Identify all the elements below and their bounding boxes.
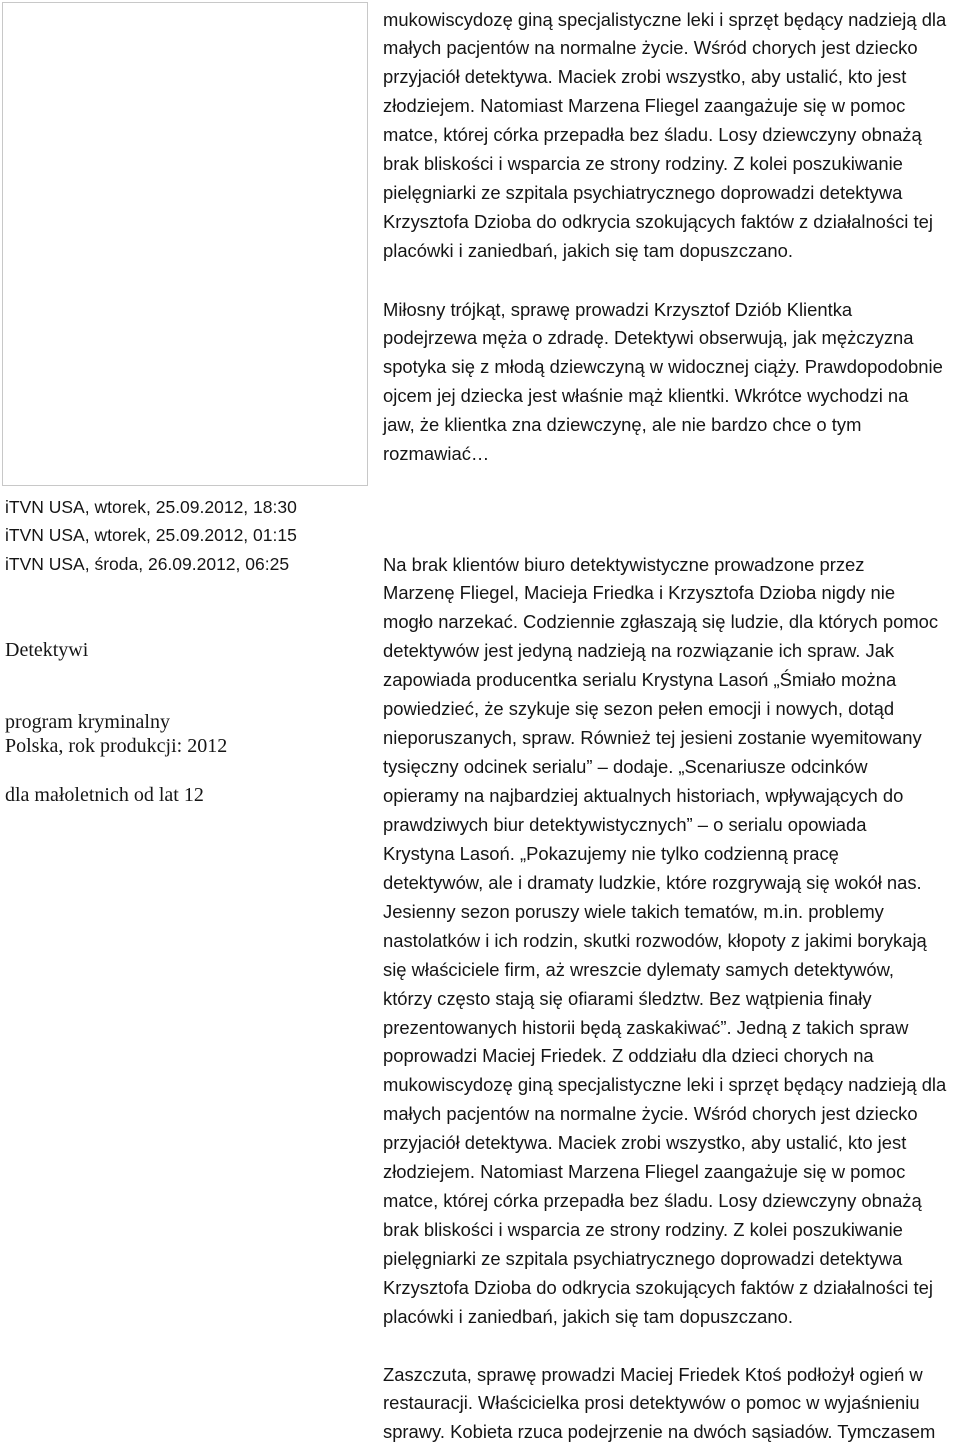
text-line: placówki i zaniedbań, jakich się tam dopuszczano. — [383, 1305, 793, 1327]
text-line: Krzysztofa Dzioba do odkrycia szokujących faktów z działalności tej — [383, 211, 933, 233]
show-age-rating: dla małoletnich od lat 12 — [5, 784, 204, 806]
text-line: się właściciele firm, aż wreszcie dylematy samych detektywów, — [383, 958, 895, 980]
text-line: przyjaciół detektywa. Maciek zrobi wszystko, aby ustalić, kto jest — [383, 66, 907, 88]
text-line: małych pacjentów na normalne życie. Wśród chorych jest dziecko — [383, 37, 918, 59]
text-line: nieporuszanych, spraw. Również tej jesieni zostanie wyemitowany — [383, 727, 922, 749]
text-line: ojcem jej dziecka jest właśnie mąż klientki. Wkrótce wychodzi na — [383, 385, 909, 407]
broadcast-time: iTVN USA, wtorek, 25.09.2012, 18:30 — [5, 496, 297, 517]
text-line: Krystyna Lasoń. „Pokazujemy nie tylko codzienną pracę — [383, 842, 839, 864]
text-line: prezentowanych historii będą zaskakiwać”. Jedną z takich spraw — [383, 1016, 909, 1038]
text-line: Krzysztofa Dzioba do odkrycia szokujących faktów z działalności tej — [383, 1276, 933, 1298]
text-line: matce, której córka przepadła bez śladu. Losy dziewczyny obnażą — [383, 124, 922, 146]
episode-description-arson — [383, 1361, 957, 1448]
text-line: rozmawiać… — [383, 443, 490, 465]
text-line: małych pacjentów na normalne życie. Wśród chorych jest dziecko — [383, 1103, 918, 1125]
text-line: Zaszczuta, sprawę prowadzi Maciej Friedek Ktoś podłożył ogień w — [383, 1363, 923, 1385]
text-line: detektywów jest jedyną nadzieją na rozwiązanie ich spraw. Jak — [383, 640, 895, 662]
text-line: Na brak klientów biuro detektywistyczne prowadzone przez — [383, 553, 865, 575]
text-line: mukowiscydozę giną specjalistyczne leki i sprzęt będący nadzieją dla — [383, 8, 947, 30]
text-line: matce, której córka przepadła bez śladu. Losy dziewczyny obnażą — [383, 1190, 922, 1212]
text-line: opieramy na najbardziej aktualnych historiach, wpływających do — [383, 785, 904, 806]
text-line: poprowadzi Maciej Friedek. Z oddziału dla dzieci chorych na — [383, 1045, 874, 1067]
text-line: jaw, że klientka zna dziewczynę, ale nie bardzo chce o tym — [383, 414, 862, 436]
episode-description-continued — [383, 6, 957, 266]
episode-description-love-triangle — [383, 296, 957, 470]
text-line: nastolatków i ich rodzin, skutki rozwodów, kłopoty z jakimi borykają — [383, 929, 927, 951]
text-line: pielęgniarki ze szpitala psychiatrycznego doprowadzi detektywa — [383, 1248, 903, 1269]
text-line: zapowiada producentka serialu Krystyna Lasoń „Śmiało można — [383, 669, 897, 691]
text-line: detektywów, ale i dramaty ludzkie, które rozgrywają się wokół nas. — [383, 871, 922, 893]
broadcast-time: iTVN USA, środa, 26.09.2012, 06:25 — [5, 553, 290, 574]
text-line: sprawy. Kobieta rzuca podejrzenie na dwóch sąsiadów. Tymczasem — [383, 1421, 936, 1443]
text-line: powiedzieć, że szykuje się sezon pełen emocji i nowych, dotąd — [383, 698, 895, 720]
broadcast-schedule — [5, 493, 365, 579]
text-line: spotyka się z młodą dziewczyną w widocznej ciąży. Prawdopodobnie — [383, 356, 943, 378]
text-line: brak bliskości i wsparcia ze strony rodziny. Z kolei poszukiwanie — [383, 1219, 903, 1241]
show-genre: program kryminalny — [5, 711, 170, 733]
text-line: mogło narzekać. Codziennie zgłaszają się ludzie, dla których pomoc — [383, 611, 939, 633]
text-line: złodziejem. Natomiast Marzena Fliegel zaangażuje się w pomoc — [383, 1161, 906, 1183]
text-line: którzy często stają się ofiarami śledztw. Bez wątpienia finały — [383, 987, 872, 1009]
text-line: przyjaciół detektywa. Maciek zrobi wszystko, aby ustalić, kto jest — [383, 1132, 907, 1154]
text-line: mukowiscydozę giną specjalistyczne leki i sprzęt będący nadzieją dla — [383, 1074, 947, 1096]
text-line: podejrzewa męża o zdradę. Detektywi obserwują, jak mężczyzna — [383, 327, 914, 349]
text-line: Jesienny sezon poruszy wiele takich tematów, m.in. problemy — [383, 900, 884, 922]
text-line: pielęgniarki ze szpitala psychiatrycznego doprowadzi detektywa — [383, 182, 903, 204]
text-line: prawdziwych biur detektywistycznych” – o serialu opowiada — [383, 813, 867, 835]
text-line: Miłosny trójkąt, sprawę prowadzi Krzysztof Dziób Klientka — [383, 298, 853, 320]
show-title: Detektywi — [5, 639, 89, 661]
text-line: restauracji. Właścicielka prosi detektywów o pomoc w wyjaśnieniu — [383, 1392, 920, 1414]
series-description — [383, 551, 957, 1332]
text-line: brak bliskości i wsparcia ze strony rodziny. Z kolei poszukiwanie — [383, 153, 903, 175]
text-line: Marzenę Fliegel, Macieja Friedka i Krzysztofa Dzioba nigdy nie — [383, 582, 896, 604]
broadcast-time: iTVN USA, wtorek, 25.09.2012, 01:15 — [5, 525, 297, 546]
poster-image-placeholder — [2, 2, 368, 486]
text-line: placówki i zaniedbań, jakich się tam dopuszczano. — [383, 240, 793, 261]
show-production: Polska, rok produkcji: 2012 — [5, 735, 228, 757]
text-line: złodziejem. Natomiast Marzena Fliegel zaangażuje się w pomoc — [383, 95, 906, 117]
text-line: tysięczny odcinek serialu” – dodaje. „Scenariusze odcinków — [383, 756, 868, 778]
